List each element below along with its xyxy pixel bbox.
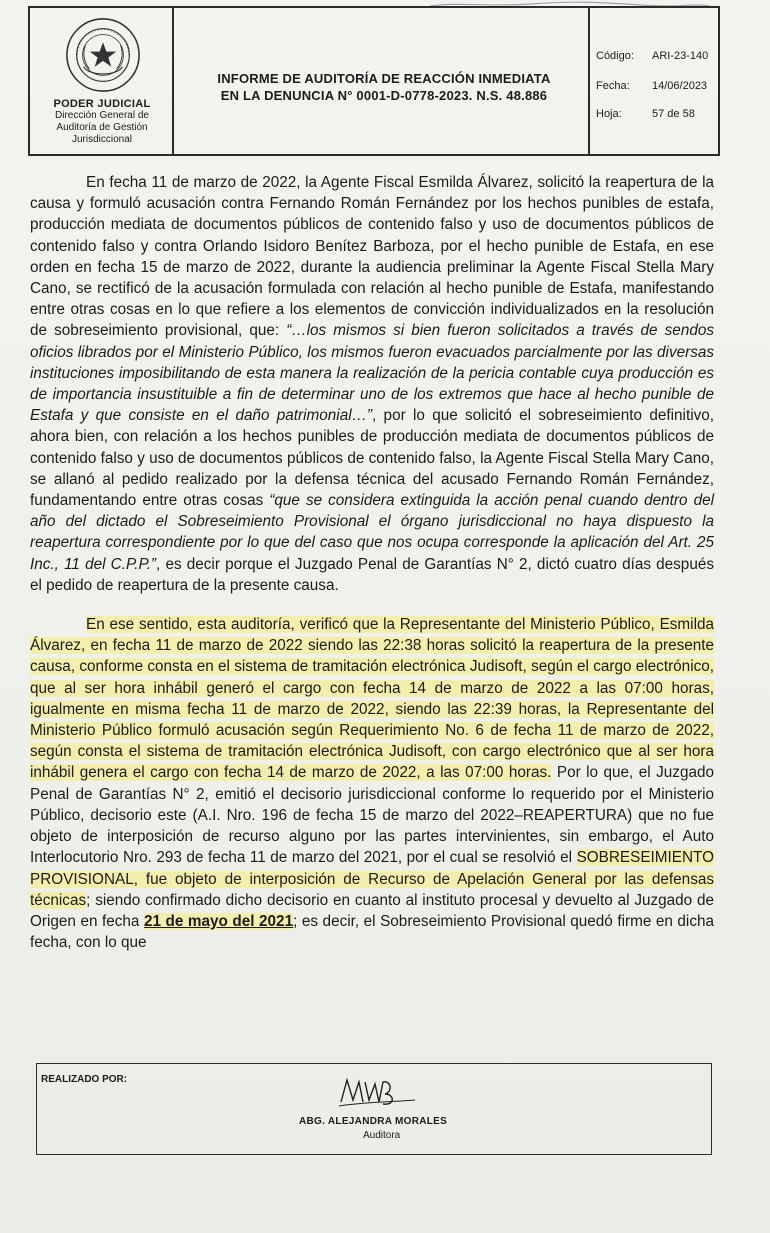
p1-text: , por lo que solicitó el sobreseimiento definitivo, ahora bien, con relación a los hechos punibles de producción mediata de documentos públicos de contenido falso y uso de documentos públicos de contenido falso, la Agente Fiscal Stella Mary Cano, se allanó al pedido realizado por la defensa técnica del acusado Fernando Román Fernández, fundamentando entre otras cosas	[30, 407, 714, 510]
auditor-role: Auditora	[363, 1130, 401, 1141]
report-title-line: EN LA DENUNCIA N° 0001-D-0778-2023. N.S. 48.886	[220, 88, 548, 103]
org-dept-line: Dirección General de	[55, 110, 149, 121]
footer-label: REALIZADO POR:	[41, 1074, 128, 1085]
header-org-cell	[30, 8, 174, 154]
paraguay-seal-icon	[64, 16, 142, 94]
signature-box	[36, 1063, 712, 1155]
hoja-value: 57 de 58	[652, 108, 695, 120]
fecha-value: 14/06/2023	[652, 80, 708, 92]
p1-text: , es decir porque el Juzgado Penal de Garantías N° 2, dictó cuatro días después el pedido de reapertura de la presente causa.	[30, 555, 714, 594]
highlighted-text: SOBRESEIMIENTO PROVISIONAL, fue objeto de interposición de Recurso de Apelación General por las defensas técnicas	[30, 849, 714, 909]
fecha-label: Fecha:	[596, 80, 630, 92]
report-body	[30, 172, 714, 953]
p1-quote: “…los mismos si bien fueron solicitados a través de sendos oficios librados por el Ministerio Público, los mismos fueron evacuados parcialmente por las diversas instituciones imposibilitando de esta manera la realización de la pericia contable cuya producción es de importancia insustituible a fin de determinar uno de los extremos que hace al hecho punible de Estafa y que consiste en el daño patrimonial…”	[30, 322, 714, 425]
report-title	[180, 70, 588, 104]
auditor-name: ABG. ALEJANDRA MORALES	[299, 1116, 448, 1127]
p2-text: Por lo que, el Juzgado Penal de Garantías N° 2, emitió el decisorio jurisdiccional conforme lo requerido por el Ministerio Público, decisorio este (A.I. Nro. 196 de fecha 15 de marzo del 2022–REAPERTURA) que no fue objeto de interposición de recurso alguno por las partes intervinientes, sin embargo, el Auto Interlocutorio Nro. 293 de fecha 11 de marzo del 2021, por el cual se resolvió el	[30, 764, 714, 867]
report-title-line: INFORME DE AUDITORÍA DE REACCIÓN INMEDIATA	[217, 71, 551, 86]
org-dept-line: Jurisdiccional	[71, 134, 133, 145]
paragraph-2	[30, 614, 714, 953]
p2-text: ; es decir, el Sobreseimiento Provisional quedó firme en dicha fecha, con lo que	[30, 912, 714, 952]
header-meta-cell	[588, 8, 718, 154]
p1-quote: “que se considera extinguida la acción penal cuando dentro del año del dictado el Sobreseimiento Provisional el órgano jurisdiccional no haya dispuesto la reapertura correspondiente por lo que del caso que nos ocupa corresponde la aplicación del Art. 25 Inc., 11 del C.P.P.”	[30, 492, 714, 573]
handwritten-signature	[333, 1072, 423, 1112]
org-dept-line: Auditoría de Gestión	[56, 122, 148, 133]
paragraph-1	[30, 172, 714, 596]
org-block	[30, 98, 174, 146]
codigo-label: Código:	[596, 50, 634, 62]
hoja-label: Hoja:	[596, 108, 622, 120]
highlighted-date: 21 de mayo del 2021	[143, 912, 294, 930]
highlighted-text: En ese sentido, esta auditoría, verificó que la Representante del Ministerio Público, Esmilda Álvarez, en fecha 11 de marzo de 2022 siendo las 22:38 horas solicitó la reapertura de la presente causa, conforme consta en el sistema de tramitación electrónica Judisoft, según el cargo electrónico, que al ser hora inhábil generó el cargo con fecha 14 de marzo de 2022 a las 07:00 horas, igualmente en misma fecha 11 de marzo de 2022, siendo las 22:39 horas, la Representante del Ministerio Público formuló acusación según Requerimiento No. 6 de fecha 11 de marzo de 2022, según consta el sistema de tramitación electrónica Judisoft, con cargo electrónico que al ser hora inhábil genera el cargo con fecha 14 de marzo de 2022, a las 07:00 horas.	[30, 616, 714, 782]
document-header	[28, 6, 720, 156]
p2-text: ; siendo confirmado dicho decisorio en cuanto al instituto procesal y devuelto al Juzgado de Origen en fecha	[30, 891, 714, 930]
p1-text: En fecha 11 de marzo de 2022, la Agente Fiscal Esmilda Álvarez, solicitó la reapertura de la causa y formuló acusación contra Fernando Román Fernández por los hechos punibles de estafa, producción mediata de documentos públicos de contenido falso y uso de documentos públicos de contenido falso y contra Orlando Isidoro Benítez Barboza, por el hecho punible de Estafa, en ese orden en fecha 15 de marzo de 2022, durante la audiencia preliminar la Agente Fiscal Stella Mary Cano, se rectificó de la acusación formulada con relación al hecho punible de Estafa, manifestando entre otras cosas en lo que refiere a los elementos de convicción individualizados en la resolución de sobreseimiento provisional, que:	[30, 174, 714, 340]
org-name: PODER JUDICIAL	[53, 98, 151, 110]
codigo-value: ARI-23-140	[652, 50, 709, 62]
